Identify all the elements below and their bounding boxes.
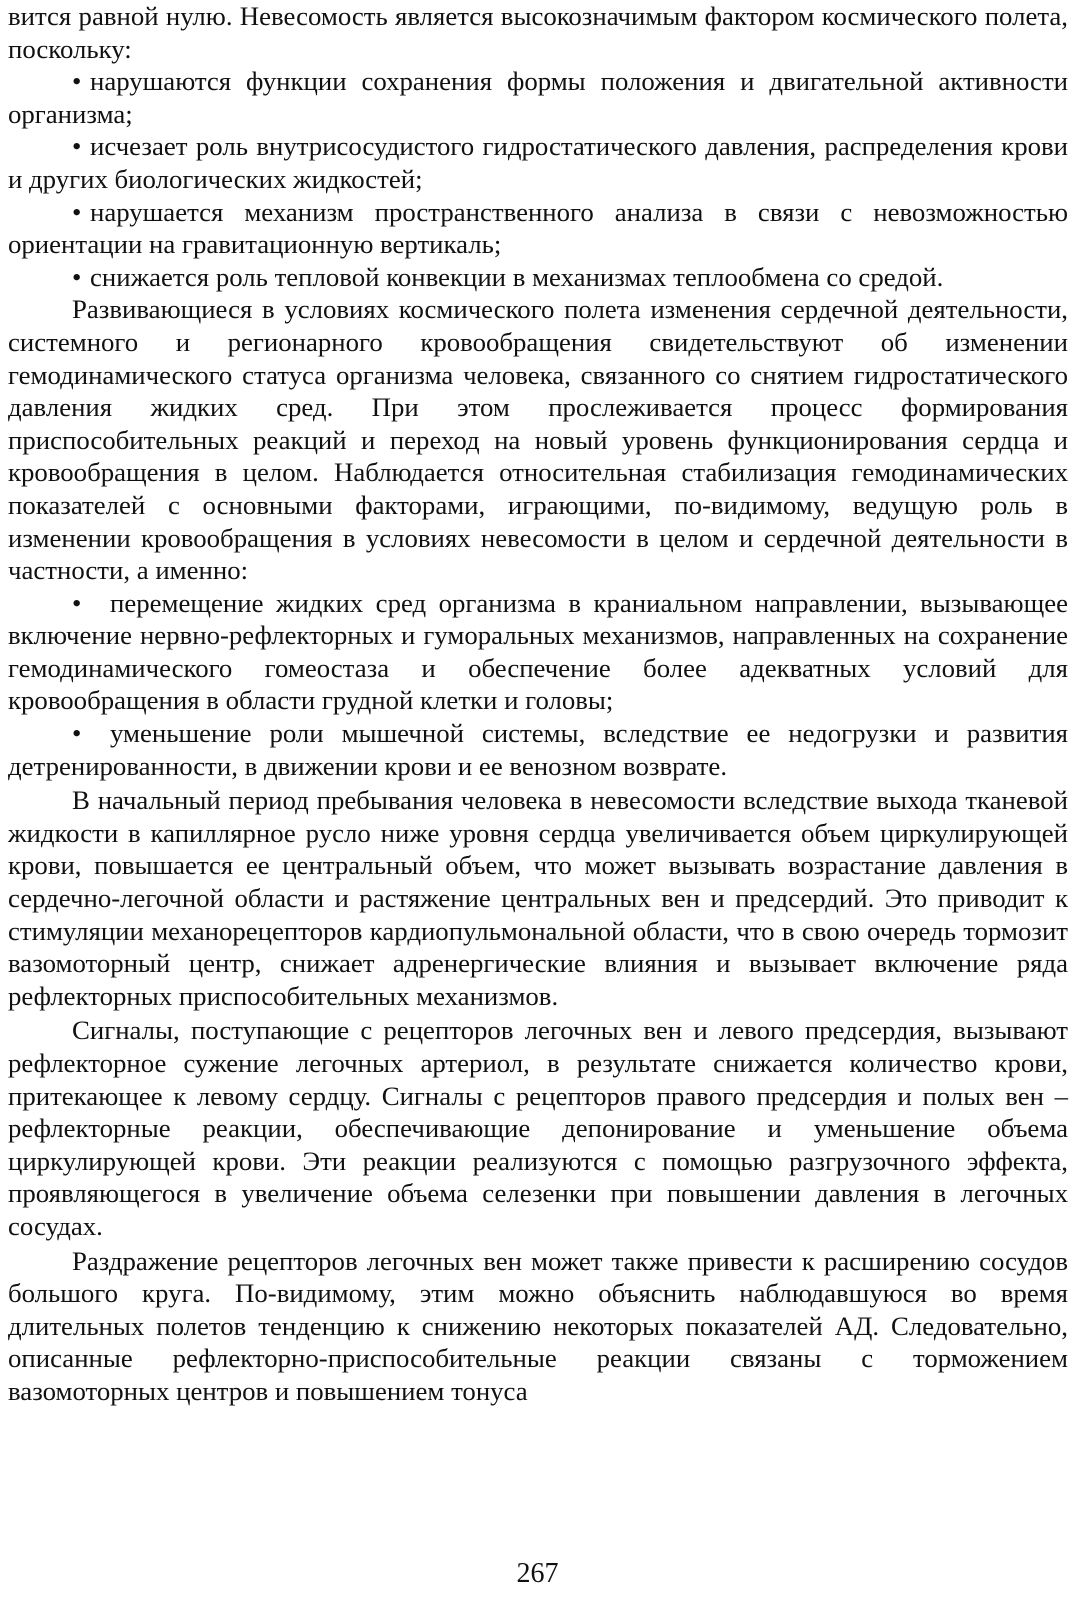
paragraph-cardiac: Развивающиеся в условиях космического полета изменения сердечной деятельности, системного и регионарного кровообращения свидетельствуют об изменении гемодинамического статуса организма человека, связанного со снятием гидростатического давления жидких сред. При этом прослеживается процесс формирования приспособительных реакций и переход на новый уровень функционирования сердца и кровообращения в целом. Наблюдается относительная стабилизация гемодинамических показателей с основными факторами, играющими, по-видимому, ведущую роль в изменении кровообращения в условиях невесомости в целом и сердечной деятельности в частности, а именно: (8, 294, 1068, 586)
list1-item-1 (8, 65, 1068, 130)
list1-item-3-text: нарушается механизм пространственного анализа в связи с невозможностью ориентации на гравитационную вертикаль; (8, 196, 1068, 260)
list1-item-1-text: нарушаются функции сохранения формы положения и двигательной активности организма; (8, 66, 1068, 129)
list2-item-1-text: перемещение жидких сред организма в краниальном направлении, вызывающее включение нервно-рефлекторных и гуморальных механизмов, направленных на сохранение гемодинамического гомеостаза и обеспечение более адекватных условий для кровообращения в области грудной клетки и головы; (8, 587, 1068, 716)
list2-item-2-text: уменьшение роли мышечной системы, вследствие ее недогрузки и развития детренированности, в движении крови и ее венозном возврате. (8, 718, 1068, 781)
bullet-icon: • (72, 587, 82, 618)
paragraph-initial-period: В начальный период пребывания человека в невесомости вследствие выхода тканевой жидкости в капиллярное русло ниже уровня сердца увеличивается объем циркулирующей крови, повышается ее центральный объем, что может вызывать возрастание давления в сердечно-легочной области и растяжение центральных вен и предсердий. Это приводит к стимуляции механорецепторов кардиопульмональной области, что в свою очередь тормозит вазомоторный центр, снижает адренергические влияния и вызывает включение ряда рефлекторных приспособительных механизмов. (8, 785, 1068, 1011)
paragraph-signals: Сигналы, поступающие с рецепторов легочных вен и левого предсердия, вызывают рефлекторное сужение легочных артериол, в результате снижается количество крови, притекающее к левому сердцу. Сигналы с рецепторов правого предсердия и полых вен – рефлекторные реакции, обеспечивающие депонирование и уменьшение объема циркулирующей крови. Эти реакции реализуются с помощью разгрузочного эффекта, проявляющегося в увеличение объема селезенки при повышении давления в легочных сосудах. (8, 1015, 1068, 1241)
intro-paragraph: вится равной нулю. Невесомость является высокозначимым фактором космического полета, поскольку: (8, 1, 1068, 64)
list1-item-3 (8, 196, 1068, 261)
bullet-icon: • (72, 131, 82, 162)
page-body (8, 0, 1068, 1408)
list1-item-2 (8, 130, 1068, 195)
paragraph-irritation: Раздражение рецепторов легочных вен может также привести к расширению сосудов большого круга. По-видимому, этим можно объяснить наблюдавшуюся во время длительных полетов тенденцию к снижению некоторых показателей АД. Следовательно, описанные рефлекторно-приспособительные реакции связаны с торможением вазомоторных центров и повышением тонуса (8, 1245, 1068, 1406)
bullet-icon: • (72, 261, 82, 292)
bullet-icon: • (72, 66, 82, 97)
bullet-icon: • (72, 196, 82, 227)
list1-item-4-text: снижается роль тепловой конвекции в механизмах теплообмена со средой. (90, 261, 944, 292)
list2-item-2 (8, 717, 1068, 782)
list1-item-2-text: исчезает роль внутрисосудистого гидростатического давления, распределения крови и других биологических жидкостей; (8, 131, 1068, 194)
bullet-icon: • (72, 718, 82, 749)
list1-item-4 (8, 261, 1068, 294)
list2-item-1 (8, 587, 1068, 717)
page-number: 267 (516, 1558, 559, 1589)
